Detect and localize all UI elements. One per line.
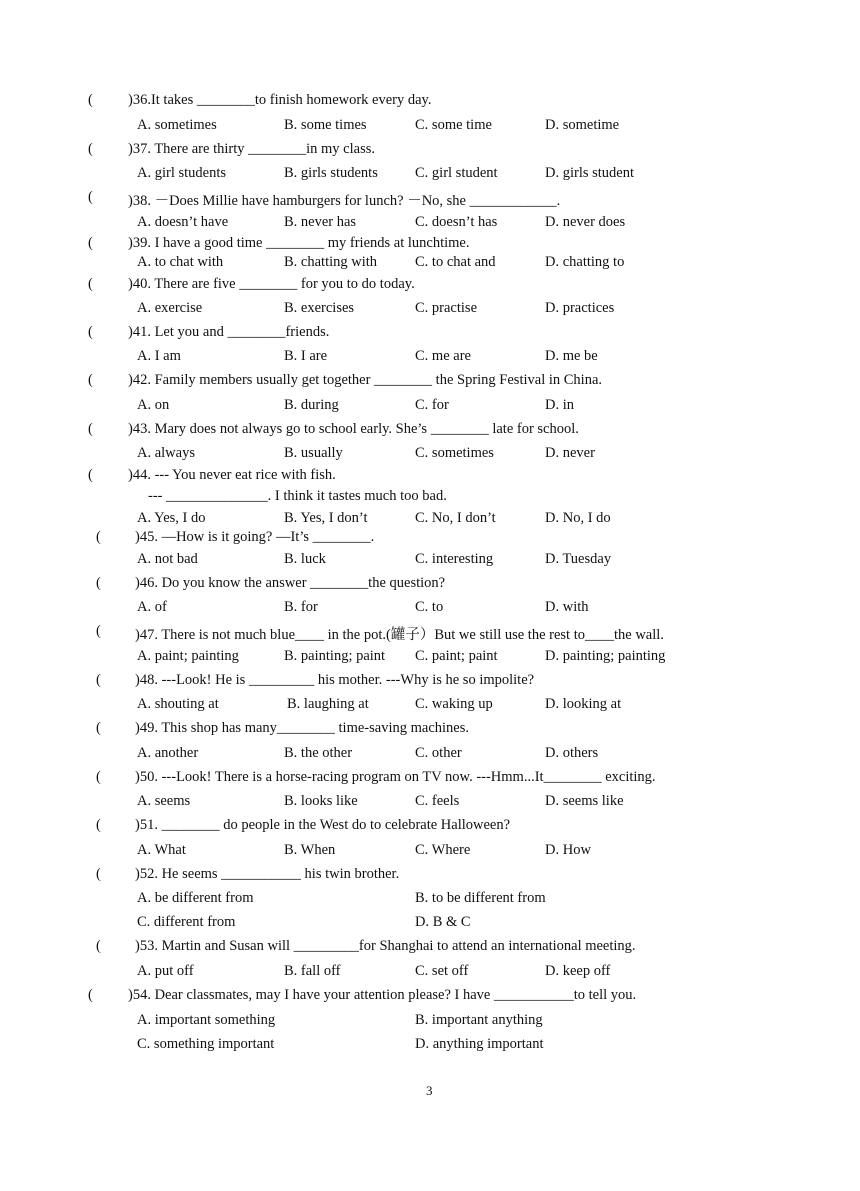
q42-option-b[interactable]: B. during bbox=[284, 397, 339, 413]
answer-blank-53[interactable]: ( bbox=[96, 938, 101, 954]
answer-blank-44[interactable]: ( bbox=[88, 467, 93, 483]
q47-option-c[interactable]: C. paint; paint bbox=[415, 648, 498, 664]
answer-blank-47[interactable]: ( bbox=[96, 623, 101, 639]
q37-option-c[interactable]: C. girl student bbox=[415, 165, 498, 181]
q53-option-d[interactable]: D. keep off bbox=[545, 963, 611, 979]
question-40-stem: )40. There are five ________ for you to do today. bbox=[128, 276, 415, 292]
answer-blank-46[interactable]: ( bbox=[96, 575, 101, 591]
q41-option-a[interactable]: A. I am bbox=[137, 348, 181, 364]
q37-option-b[interactable]: B. girls students bbox=[284, 165, 378, 181]
q46-option-c[interactable]: C. to bbox=[415, 599, 444, 615]
question-45-stem: )45. —How is it going? —It’s ________. bbox=[135, 529, 375, 545]
answer-blank-41[interactable]: ( bbox=[88, 324, 93, 340]
answer-blank-45[interactable]: ( bbox=[96, 529, 101, 545]
answer-blank-48[interactable]: ( bbox=[96, 672, 101, 688]
q54-option-a[interactable]: A. important something bbox=[137, 1012, 276, 1028]
q42-option-a[interactable]: A. on bbox=[137, 397, 170, 413]
q50-option-c[interactable]: C. feels bbox=[415, 793, 460, 809]
q45-option-b[interactable]: B. luck bbox=[284, 551, 326, 567]
q45-option-d[interactable]: D. Tuesday bbox=[545, 551, 612, 567]
q53-option-a[interactable]: A. put off bbox=[137, 963, 194, 979]
q43-option-c[interactable]: C. sometimes bbox=[415, 445, 494, 461]
q48-option-c[interactable]: C. waking up bbox=[415, 696, 493, 712]
q51-option-d[interactable]: D. How bbox=[545, 842, 591, 858]
q37-option-d[interactable]: D. girls student bbox=[545, 165, 635, 181]
page-number: 3 bbox=[426, 1083, 433, 1098]
question-47-stem: )47. There is not much blue____ in the pot.(罐子）But we still use the rest to____the wall. bbox=[135, 627, 664, 643]
q39-option-a[interactable]: A. to chat with bbox=[137, 254, 224, 270]
q44-option-c[interactable]: C. No, I don’t bbox=[415, 510, 496, 526]
q51-option-c[interactable]: C. Where bbox=[415, 842, 471, 858]
question-48-stem: )48. ---Look! He is _________ his mother. ---Why is he so impolite? bbox=[135, 672, 535, 688]
answer-blank-42[interactable]: ( bbox=[88, 372, 93, 388]
q44-option-a[interactable]: A. Yes, I do bbox=[137, 510, 206, 526]
q52-option-d[interactable]: D. B & C bbox=[415, 914, 471, 930]
q52-option-c[interactable]: C. different from bbox=[137, 914, 236, 930]
q50-option-d[interactable]: D. seems like bbox=[545, 793, 624, 809]
q41-option-b[interactable]: B. I are bbox=[284, 348, 328, 364]
q48-option-b[interactable]: B. laughing at bbox=[287, 696, 369, 712]
question-44-stem: )44. --- You never eat rice with fish. bbox=[128, 467, 336, 483]
q38-option-b[interactable]: B. never has bbox=[284, 214, 357, 230]
q47-option-d[interactable]: D. painting; painting bbox=[545, 648, 666, 664]
q47-option-a[interactable]: A. paint; painting bbox=[137, 648, 239, 664]
q52-option-a[interactable]: A. be different from bbox=[137, 890, 254, 906]
question-53-stem: )53. Martin and Susan will _________for Shanghai to attend an international meeting. bbox=[135, 938, 636, 954]
q47-option-b[interactable]: B. painting; paint bbox=[284, 648, 386, 664]
q36-option-a[interactable]: A. sometimes bbox=[137, 117, 217, 133]
q37-option-a[interactable]: A. girl students bbox=[137, 165, 227, 181]
q39-option-c[interactable]: C. to chat and bbox=[415, 254, 496, 270]
question-49-stem: )49. This shop has many________ time-saving machines. bbox=[135, 720, 469, 736]
question-46-stem: )46. Do you know the answer ________the question? bbox=[135, 575, 446, 591]
question-41-stem: )41. Let you and ________friends. bbox=[128, 324, 330, 340]
q36-option-d[interactable]: D. sometime bbox=[545, 117, 620, 133]
question-36-stem: )36.It takes ________to finish homework every day. bbox=[128, 92, 432, 108]
q43-option-d[interactable]: D. never bbox=[545, 445, 595, 461]
q43-option-a[interactable]: A. always bbox=[137, 445, 195, 461]
q45-option-c[interactable]: C. interesting bbox=[415, 551, 494, 567]
q44-option-b[interactable]: B. Yes, I don’t bbox=[284, 510, 368, 526]
question-50-stem: )50. ---Look! There is a horse-racing program on TV now. ---Hmm...It________ exciting. bbox=[135, 769, 656, 785]
answer-blank-50[interactable]: ( bbox=[96, 769, 101, 785]
q40-option-a[interactable]: A. exercise bbox=[137, 300, 203, 316]
q42-option-d[interactable]: D. in bbox=[545, 397, 574, 413]
q48-option-d[interactable]: D. looking at bbox=[545, 696, 622, 712]
answer-blank-40[interactable]: ( bbox=[88, 276, 93, 292]
q44-option-d[interactable]: D. No, I do bbox=[545, 510, 611, 526]
q41-option-c[interactable]: C. me are bbox=[415, 348, 471, 364]
question-38-stem: )38. －Does Millie have hamburgers for lunch? －No, she ____________. bbox=[128, 193, 561, 209]
q40-option-b[interactable]: B. exercises bbox=[284, 300, 355, 316]
q54-option-d[interactable]: D. anything important bbox=[415, 1036, 544, 1052]
answer-blank-49[interactable]: ( bbox=[96, 720, 101, 736]
question-39-stem: )39. I have a good time ________ my friends at lunchtime. bbox=[128, 235, 470, 251]
answer-blank-43[interactable]: ( bbox=[88, 421, 93, 437]
q48-option-a[interactable]: A. shouting at bbox=[137, 696, 219, 712]
q42-option-c[interactable]: C. for bbox=[415, 397, 449, 413]
q50-option-a[interactable]: A. seems bbox=[137, 793, 191, 809]
q40-option-c[interactable]: C. practise bbox=[415, 300, 478, 316]
answer-blank-38[interactable]: ( bbox=[88, 189, 93, 205]
q50-option-b[interactable]: B. looks like bbox=[284, 793, 358, 809]
q53-option-b[interactable]: B. fall off bbox=[284, 963, 341, 979]
q49-option-a[interactable]: A. another bbox=[137, 745, 199, 761]
question-52-stem: )52. He seems ___________ his twin brother. bbox=[135, 866, 400, 882]
q39-option-d[interactable]: D. chatting to bbox=[545, 254, 625, 270]
question-54-stem: )54. Dear classmates, may I have your attention please? I have ___________to tell you. bbox=[128, 987, 637, 1003]
q38-option-a[interactable]: A. doesn’t have bbox=[137, 214, 229, 230]
q53-option-c[interactable]: C. set off bbox=[415, 963, 469, 979]
q40-option-d[interactable]: D. practices bbox=[545, 300, 615, 316]
q36-option-b[interactable]: B. some times bbox=[284, 117, 367, 133]
q49-option-b[interactable]: B. the other bbox=[284, 745, 353, 761]
q46-option-a[interactable]: A. of bbox=[137, 599, 167, 615]
q46-option-d[interactable]: D. with bbox=[545, 599, 589, 615]
q49-option-c[interactable]: C. other bbox=[415, 745, 462, 761]
answer-blank-36[interactable]: ( bbox=[88, 92, 93, 108]
q38-option-d[interactable]: D. never does bbox=[545, 214, 626, 230]
q52-option-b[interactable]: B. to be different from bbox=[415, 890, 546, 906]
q46-option-b[interactable]: B. for bbox=[284, 599, 318, 615]
answer-blank-54[interactable]: ( bbox=[88, 987, 93, 1003]
q43-option-b[interactable]: B. usually bbox=[284, 445, 343, 461]
q38-option-c[interactable]: C. doesn’t has bbox=[415, 214, 498, 230]
question-42-stem: )42. Family members usually get together ________ the Spring Festival in China. bbox=[128, 372, 603, 388]
q41-option-d[interactable]: D. me be bbox=[545, 348, 598, 364]
answer-blank-52[interactable]: ( bbox=[96, 866, 101, 882]
q39-option-b[interactable]: B. chatting with bbox=[284, 254, 378, 270]
question-44-reply: --- ______________. I think it tastes much too bad. bbox=[148, 488, 447, 504]
answer-blank-51[interactable]: ( bbox=[96, 817, 101, 833]
q54-option-c[interactable]: C. something important bbox=[137, 1036, 275, 1052]
question-43-stem: )43. Mary does not always go to school early. She’s ________ late for school. bbox=[128, 421, 579, 437]
q36-option-c[interactable]: C. some time bbox=[415, 117, 492, 133]
q51-option-a[interactable]: A. What bbox=[137, 842, 186, 858]
answer-blank-39[interactable]: ( bbox=[88, 235, 93, 251]
answer-blank-37[interactable]: ( bbox=[88, 141, 93, 157]
q54-option-b[interactable]: B. important anything bbox=[415, 1012, 543, 1028]
q45-option-a[interactable]: A. not bad bbox=[137, 551, 198, 567]
q51-option-b[interactable]: B. When bbox=[284, 842, 336, 858]
q49-option-d[interactable]: D. others bbox=[545, 745, 599, 761]
question-51-stem: )51. ________ do people in the West do to celebrate Halloween? bbox=[135, 817, 511, 833]
question-37-stem: )37. There are thirty ________in my class. bbox=[128, 141, 375, 157]
